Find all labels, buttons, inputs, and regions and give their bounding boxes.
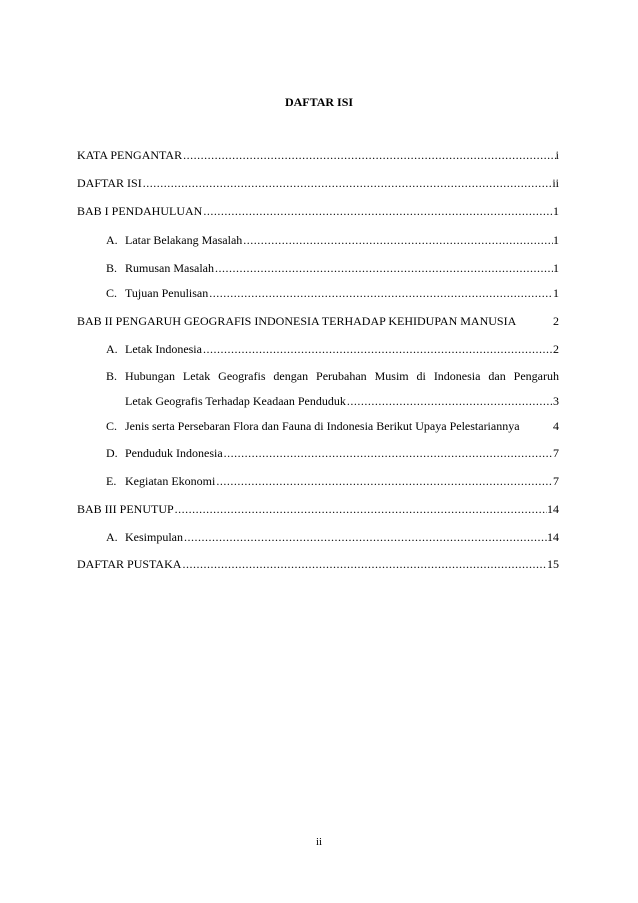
dot-leader xyxy=(175,502,547,516)
dot-leader xyxy=(216,474,553,488)
toc-entry-bab-2[interactable] xyxy=(77,314,559,328)
dot-leader xyxy=(203,204,553,218)
toc-page-number: 15 xyxy=(547,557,559,571)
dot-leader xyxy=(243,233,553,247)
toc-entry-text: BAB I PENDAHULUAN xyxy=(77,204,203,218)
dot-leader xyxy=(347,394,553,408)
toc-entry-letak-indonesia[interactable] xyxy=(106,342,559,356)
toc-page-number: ii xyxy=(552,176,559,190)
toc-entry-text: Tujuan Penulisan xyxy=(125,286,209,300)
toc-entry-text: KATA PENGANTAR xyxy=(77,148,183,162)
dot-leader xyxy=(182,557,547,571)
toc-entry-text: Letak Indonesia xyxy=(125,342,202,356)
dot-leader xyxy=(183,148,556,162)
toc-entry-daftar-isi[interactable] xyxy=(77,176,559,190)
dot-leader xyxy=(184,530,547,544)
toc-entry-kegiatan-ekonomi[interactable] xyxy=(106,474,559,488)
toc-page-number: 3 xyxy=(553,394,559,408)
toc-page-number: 1 xyxy=(553,233,559,247)
toc-entry-text-line2: Letak Geografis Terhadap Keadaan Penduduk xyxy=(125,394,346,408)
dot-leader xyxy=(203,342,553,356)
toc-entry-number: C. xyxy=(106,286,118,300)
toc-entry-kata-pengantar[interactable] xyxy=(77,148,559,162)
toc-page-number: 14 xyxy=(547,502,559,516)
toc-entry-text: Penduduk Indonesia xyxy=(125,446,223,460)
toc-entry-number: B. xyxy=(106,369,118,383)
toc-entry-bab-3[interactable] xyxy=(77,502,559,516)
dot-leader xyxy=(143,176,553,190)
toc-entry-text: DAFTAR ISI xyxy=(77,176,142,190)
toc-entry-tujuan-penulisan[interactable] xyxy=(106,286,559,300)
toc-entry-text: BAB III PENUTUP xyxy=(77,502,174,516)
toc-page-number: 1 xyxy=(553,204,559,218)
toc-entry-text: Latar Belakang Masalah xyxy=(125,233,243,247)
toc-entry-text: Rumusan Masalah xyxy=(125,261,214,275)
toc-entry-daftar-pustaka[interactable] xyxy=(77,557,559,571)
toc-page-number: 7 xyxy=(553,474,559,488)
toc-entry-number: C. xyxy=(106,419,118,433)
toc-entry-rumusan-masalah[interactable] xyxy=(106,261,559,275)
toc-entry-text: DAFTAR PUSTAKA xyxy=(77,557,182,571)
toc-entry-text: Kesimpulan xyxy=(125,530,183,544)
dot-leader xyxy=(215,261,553,275)
toc-entry-text-line1: Hubungan Letak Geografis dengan Perubahan Musim di Indonesia dan Pengaruh xyxy=(125,369,559,383)
toc-page-number: 1 xyxy=(553,261,559,275)
toc-page-number: i xyxy=(555,148,559,162)
toc-entry-text: Jenis serta Persebaran Flora dan Fauna di Indonesia Berikut Upaya Pelestariannya xyxy=(125,419,520,433)
toc-entry-number: E. xyxy=(106,474,117,488)
toc-page-number: 2 xyxy=(553,314,559,328)
toc-page-number: 1 xyxy=(553,286,559,300)
toc-entry-number: B. xyxy=(106,261,118,275)
toc-entry-text: Kegiatan Ekonomi xyxy=(125,474,216,488)
toc-entry-flora-fauna[interactable] xyxy=(106,419,559,433)
toc-entry-number: D. xyxy=(106,446,118,460)
toc-page-number: 2 xyxy=(553,342,559,356)
toc-entry-latar-belakang[interactable] xyxy=(106,233,559,247)
toc-entry-number: A. xyxy=(106,233,118,247)
toc-entry-kesimpulan[interactable] xyxy=(106,530,559,544)
dot-leader xyxy=(209,286,553,300)
page-number: ii xyxy=(315,836,323,848)
toc-page-number: 4 xyxy=(553,419,559,433)
toc-entry-number: A. xyxy=(106,342,118,356)
toc-page-number: 7 xyxy=(553,446,559,460)
toc-page-number: 14 xyxy=(547,530,559,544)
toc-entry-hubungan-letak[interactable] xyxy=(106,369,559,408)
toc-entry-text: BAB II PENGARUH GEOGRAFIS INDONESIA TERHADAP KEHIDUPAN MANUSIA xyxy=(77,314,517,328)
page-title: DAFTAR ISI xyxy=(284,95,354,109)
toc-entry-penduduk-indonesia[interactable] xyxy=(106,446,559,460)
toc-entry-number: A. xyxy=(106,530,118,544)
toc-entry-bab-1[interactable] xyxy=(77,204,559,218)
dot-leader xyxy=(224,446,553,460)
